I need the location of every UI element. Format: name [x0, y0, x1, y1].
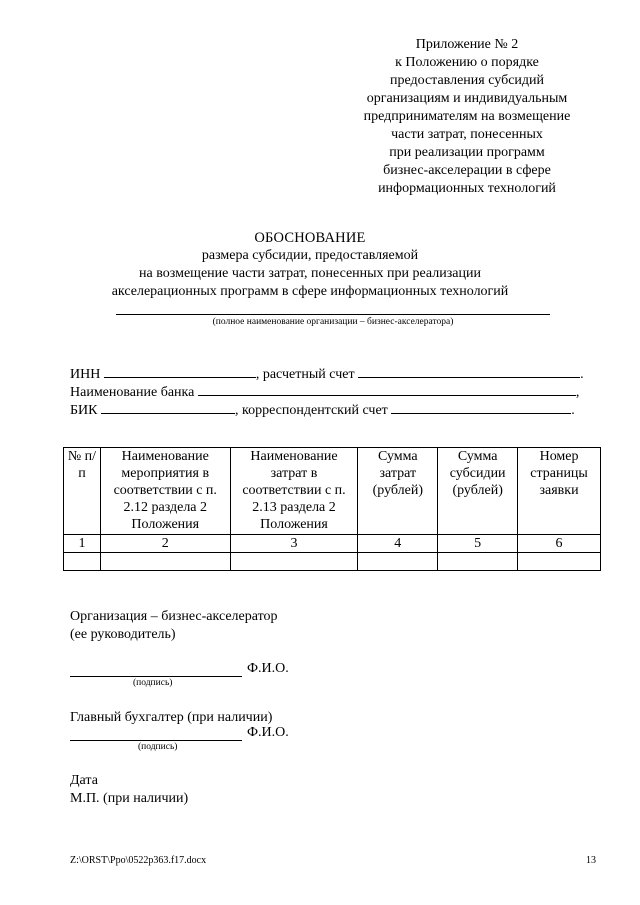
- punctuation: ,: [575, 385, 580, 400]
- table-cell[interactable]: [518, 553, 601, 571]
- organization-head-label: (ее руководитель): [70, 627, 176, 642]
- column-header: Наименование затрат в соответствии с п. 2.13 раздела 2 Положения: [230, 448, 358, 535]
- bank-name-row: [70, 382, 579, 402]
- appendix-line: при реализации программ: [389, 145, 545, 160]
- document-subtitle-line: акселерационных программ в сфере информационных технологий: [111, 284, 509, 299]
- table-cell[interactable]: [100, 553, 230, 571]
- punctuation: .: [571, 403, 575, 418]
- chief-accountant-label: Главный бухгалтер (при наличии): [70, 710, 273, 725]
- organization-name-caption: (полное наименование организации – бизнес-акселератора): [212, 317, 454, 327]
- inn-label: ИНН: [70, 367, 101, 382]
- appendix-line: части затрат, понесенных: [391, 127, 543, 142]
- table-row: [64, 553, 601, 571]
- appendix-line: предоставления субсидий: [389, 73, 545, 88]
- signature-caption: (подпись): [138, 742, 178, 752]
- appendix-line: бизнес-акселерации в сфере: [383, 163, 551, 178]
- signature-caption: (подпись): [133, 678, 173, 688]
- table-cell[interactable]: [358, 553, 438, 571]
- table-header-row: [64, 448, 601, 535]
- appendix-line: информационных технологий: [378, 181, 556, 196]
- bank-name-field: [198, 382, 576, 396]
- page-number: 13: [586, 855, 596, 866]
- column-header: Сумма субсидии (рублей): [438, 448, 518, 535]
- account-label: , расчетный счет: [255, 367, 355, 382]
- appendix-line: к Положению о порядке: [395, 55, 539, 70]
- inn-row: [70, 364, 584, 384]
- table-cell[interactable]: [230, 553, 358, 571]
- stamp-label: М.П. (при наличии): [70, 791, 189, 806]
- table-cell[interactable]: [438, 553, 518, 571]
- punctuation: .: [580, 367, 584, 382]
- file-path: Z:\ORST\Ppo\0522p363.f17.docx: [70, 855, 207, 866]
- document-title: ОБОСНОВАНИЕ: [254, 230, 366, 246]
- appendix-line: Приложение № 2: [415, 37, 519, 52]
- fio-label: Ф.И.О.: [247, 661, 289, 676]
- corr-account-field: [391, 400, 571, 414]
- organization-label: Организация – бизнес-акселератор: [70, 609, 278, 624]
- column-number: 3: [230, 535, 358, 553]
- bik-field: [101, 400, 235, 414]
- date-label: Дата: [70, 773, 98, 788]
- appendix-line: организациям и индивидуальным: [366, 91, 568, 106]
- bik-label: БИК: [70, 403, 98, 418]
- column-header: № п/п: [64, 448, 101, 535]
- document-title-block: [60, 229, 560, 301]
- column-number: 4: [358, 535, 438, 553]
- table-cell[interactable]: [64, 553, 101, 571]
- signature-line: [70, 740, 242, 741]
- document-subtitle-line: на возмещение части затрат, понесенных при реализации: [139, 266, 481, 281]
- column-number: 5: [438, 535, 518, 553]
- column-number: 1: [64, 535, 101, 553]
- fio-label: Ф.И.О.: [247, 725, 289, 740]
- inn-field: [104, 364, 256, 378]
- corr-account-label: , корреспондентский счет: [235, 403, 388, 418]
- column-header: Сумма затрат (рублей): [358, 448, 438, 535]
- bik-row: [70, 400, 575, 420]
- organization-name-line: [116, 314, 550, 315]
- document-subtitle-line: размера субсидии, предоставляемой: [201, 248, 419, 263]
- table-number-row: [64, 535, 601, 553]
- bank-name-label: Наименование банка: [70, 385, 195, 400]
- column-number: 6: [518, 535, 601, 553]
- appendix-line: предпринимателям на возмещение: [363, 109, 571, 124]
- appendix-header: [352, 36, 582, 198]
- account-field: [358, 364, 580, 378]
- column-header: Наименование мероприятия в соответствии с п. 2.12 раздела 2 Положения: [100, 448, 230, 535]
- justification-table: [63, 447, 601, 571]
- signature-line: [70, 676, 242, 677]
- column-header: Номер страницы заявки: [518, 448, 601, 535]
- column-number: 2: [100, 535, 230, 553]
